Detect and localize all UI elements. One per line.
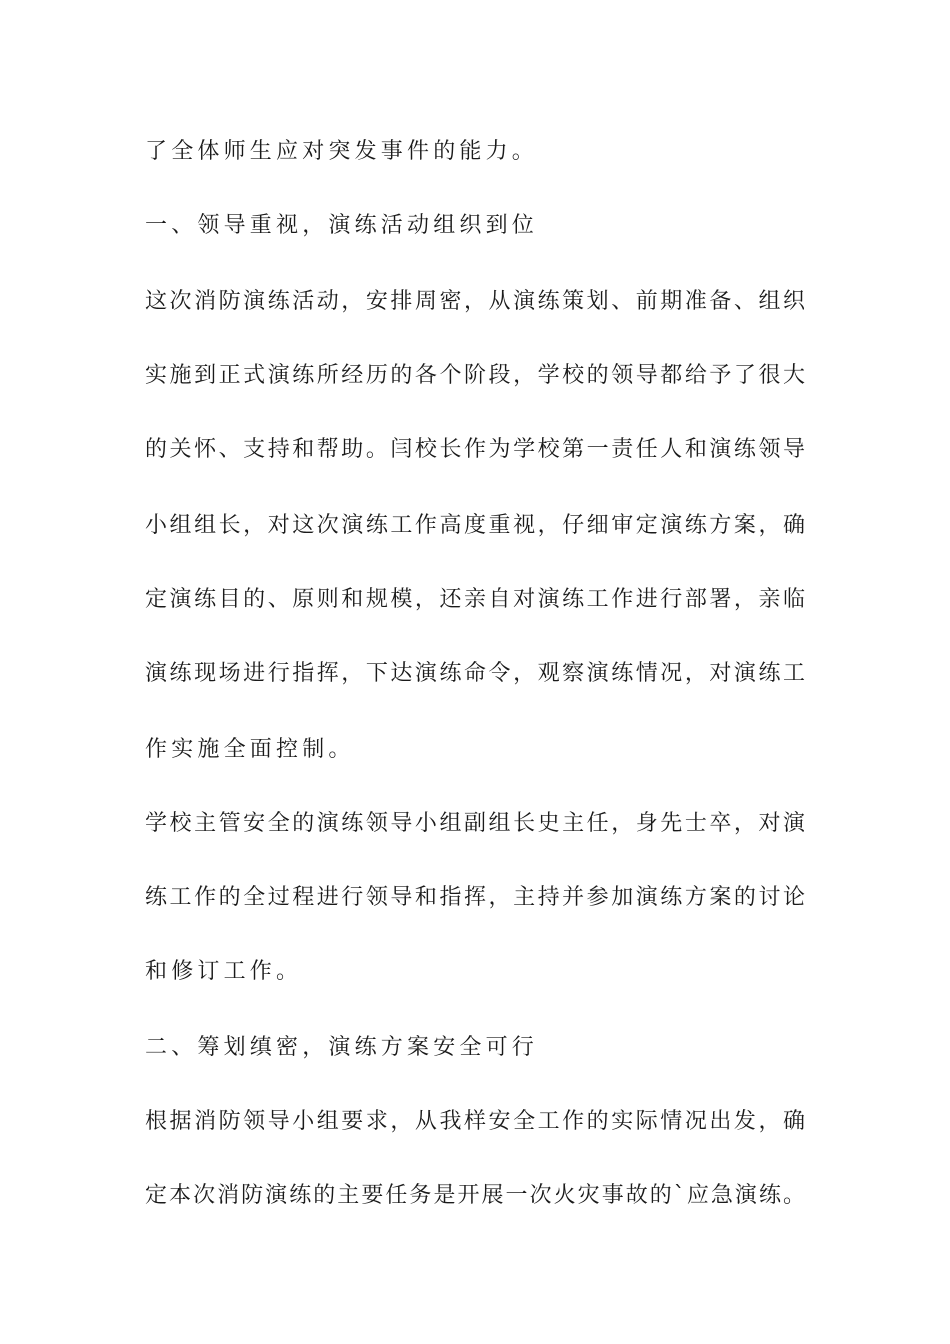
- paragraph-line: 演练现场进行指挥，下达演练命令，观察演练情况，对演练工: [145, 661, 805, 686]
- section-heading-2: 二、筹划缜密，演练方案安全可行: [145, 1035, 539, 1060]
- paragraph-line: 练工作的全过程进行领导和指挥，主持并参加演练方案的讨论: [145, 885, 805, 910]
- paragraph-line: 作实施全面控制。: [145, 737, 355, 762]
- paragraph-line: 实施到正式演练所经历的各个阶段，学校的领导都给予了很大: [145, 363, 805, 388]
- paragraph-line: 的关怀、支持和帮助。闫校长作为学校第一责任人和演练领导: [145, 437, 805, 462]
- paragraph-line: 了全体师生应对突发事件的能力。: [145, 139, 539, 164]
- paragraph-line: 定演练目的、原则和规模，还亲自对演练工作进行部署，亲临: [145, 587, 805, 612]
- paragraph-line: 和修订工作。: [145, 959, 303, 984]
- paragraph-line: 根据消防领导小组要求，从我样安全工作的实际情况出发，确: [145, 1109, 805, 1134]
- section-heading-1: 一、领导重视，演练活动组织到位: [145, 213, 539, 238]
- paragraph-line: 定本次消防演练的主要任务是开展一次火灾事故的`应急演练。: [145, 1183, 805, 1208]
- paragraph-line: 学校主管安全的演练领导小组副组长史主任，身先士卒，对演: [145, 811, 805, 836]
- paragraph-line: 小组组长，对这次演练工作高度重视，仔细审定演练方案，确: [145, 513, 805, 538]
- paragraph-line: 这次消防演练活动，安排周密，从演练策划、前期准备、组织: [145, 289, 805, 314]
